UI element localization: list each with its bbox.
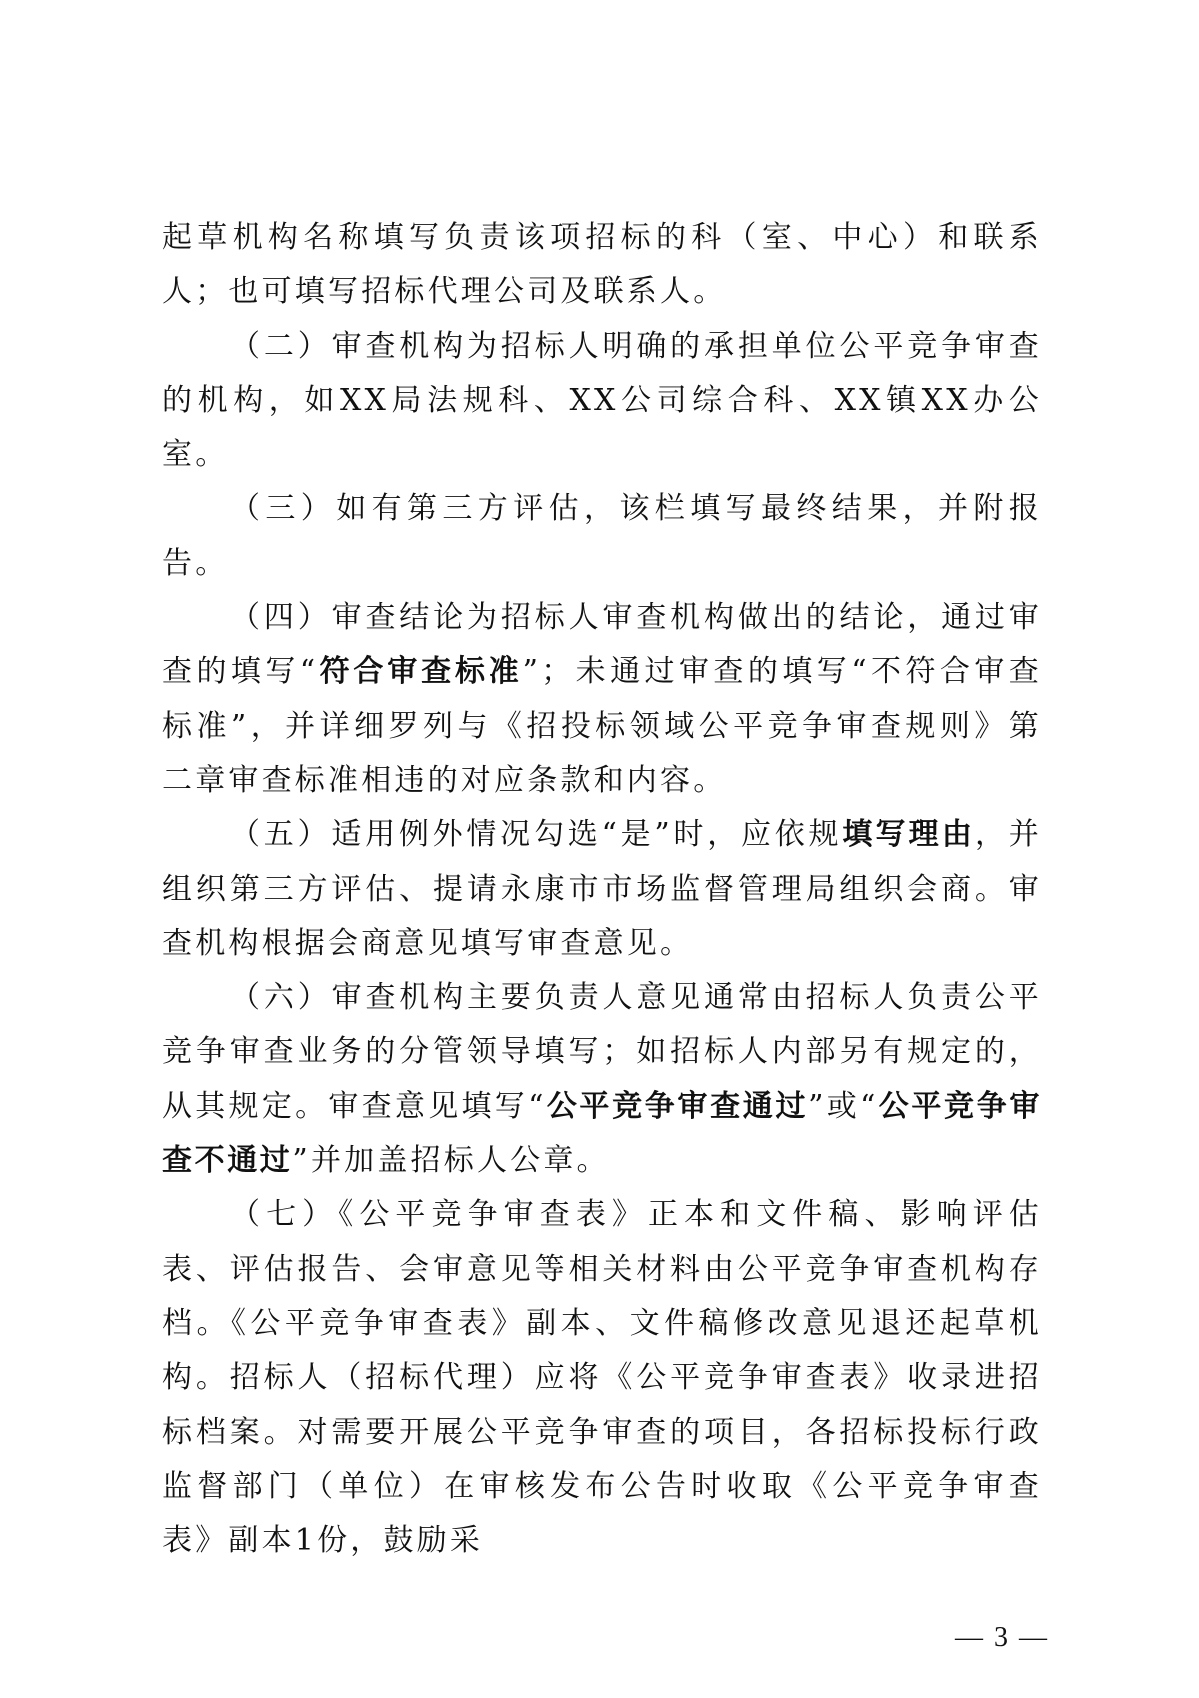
paragraph-drafting-agency-note: 起草机构名称填写负责该项招标的科（室、中心）和联系人；也可填写招标代理公司及联系人。: [162, 220, 1042, 310]
paragraph-item-6: [162, 971, 1042, 1188]
paragraph-item-2: （二）审查机构为招标人明确的承担单位公平竞争审查的机构，如XX局法规科、XX公司综合科、XX镇XX办公室。: [162, 328, 1042, 473]
paragraph-item-4-bold-a: 符合审查标准: [318, 654, 523, 690]
paragraph-item-4-text-b: ”；未通过审查的填写“不符合审查标准”，并详细罗列与《招投标领域公平竞争审查规则》第二章审查标准相违的对应条款和内容。: [162, 654, 1042, 798]
paragraph-item-6-text-b: ”或“: [808, 1088, 879, 1124]
paragraph-item-6-text-c: ”并加盖招标人公章。: [292, 1143, 610, 1179]
paragraph-item-6-bold-a: 公平竞争审查通过: [546, 1088, 809, 1124]
paragraph-item-6-bold-b: 公平竞争审查不通过: [162, 1088, 1042, 1179]
paragraph-item-6-text-a: （六）审查机构主要负责人意见通常由招标人负责公平竞争审查业务的分管领导填写；如招标人内部另有规定的，从其规定。审查意见填写“: [162, 980, 1042, 1124]
document-body: [162, 211, 1042, 1568]
paragraph-item-7: （七）《公平竞争审查表》正本和文件稿、影响评估表、评估报告、会审意见等相关材料由公平竞争审查机构存档。《公平竞争审查表》副本、文件稿修改意见退还起草机构。招标人（招标代理）应将《公平竞争审查表》收录进招标档案。对需要开展公平竞争审查的项目，各招标投标行政监督部门（单位）在审核发布公告时收取《公平竞争审查表》副本1份，鼓励采: [162, 1197, 1042, 1559]
paragraph-item-5: [162, 808, 1042, 971]
paragraph-item-4-text-a: （四）审查结论为招标人审查机构做出的结论，通过审查的填写“: [162, 600, 1042, 690]
paragraph-item-5-text-b: ，并组织第三方评估、提请永康市市场监督管理局组织会商。审查机构根据会商意见填写审查意见。: [162, 817, 1042, 961]
paragraph-item-3: （三）如有第三方评估，该栏填写最终结果，并附报告。: [162, 491, 1042, 581]
paragraph-item-5-text-a: （五）适用例外情况勾选“是”时，应依规: [230, 817, 843, 853]
page-number: — 3 —: [955, 1622, 1049, 1653]
paragraph-item-4: [162, 591, 1042, 808]
paragraph-item-5-bold-a: 填写理由: [842, 817, 976, 853]
